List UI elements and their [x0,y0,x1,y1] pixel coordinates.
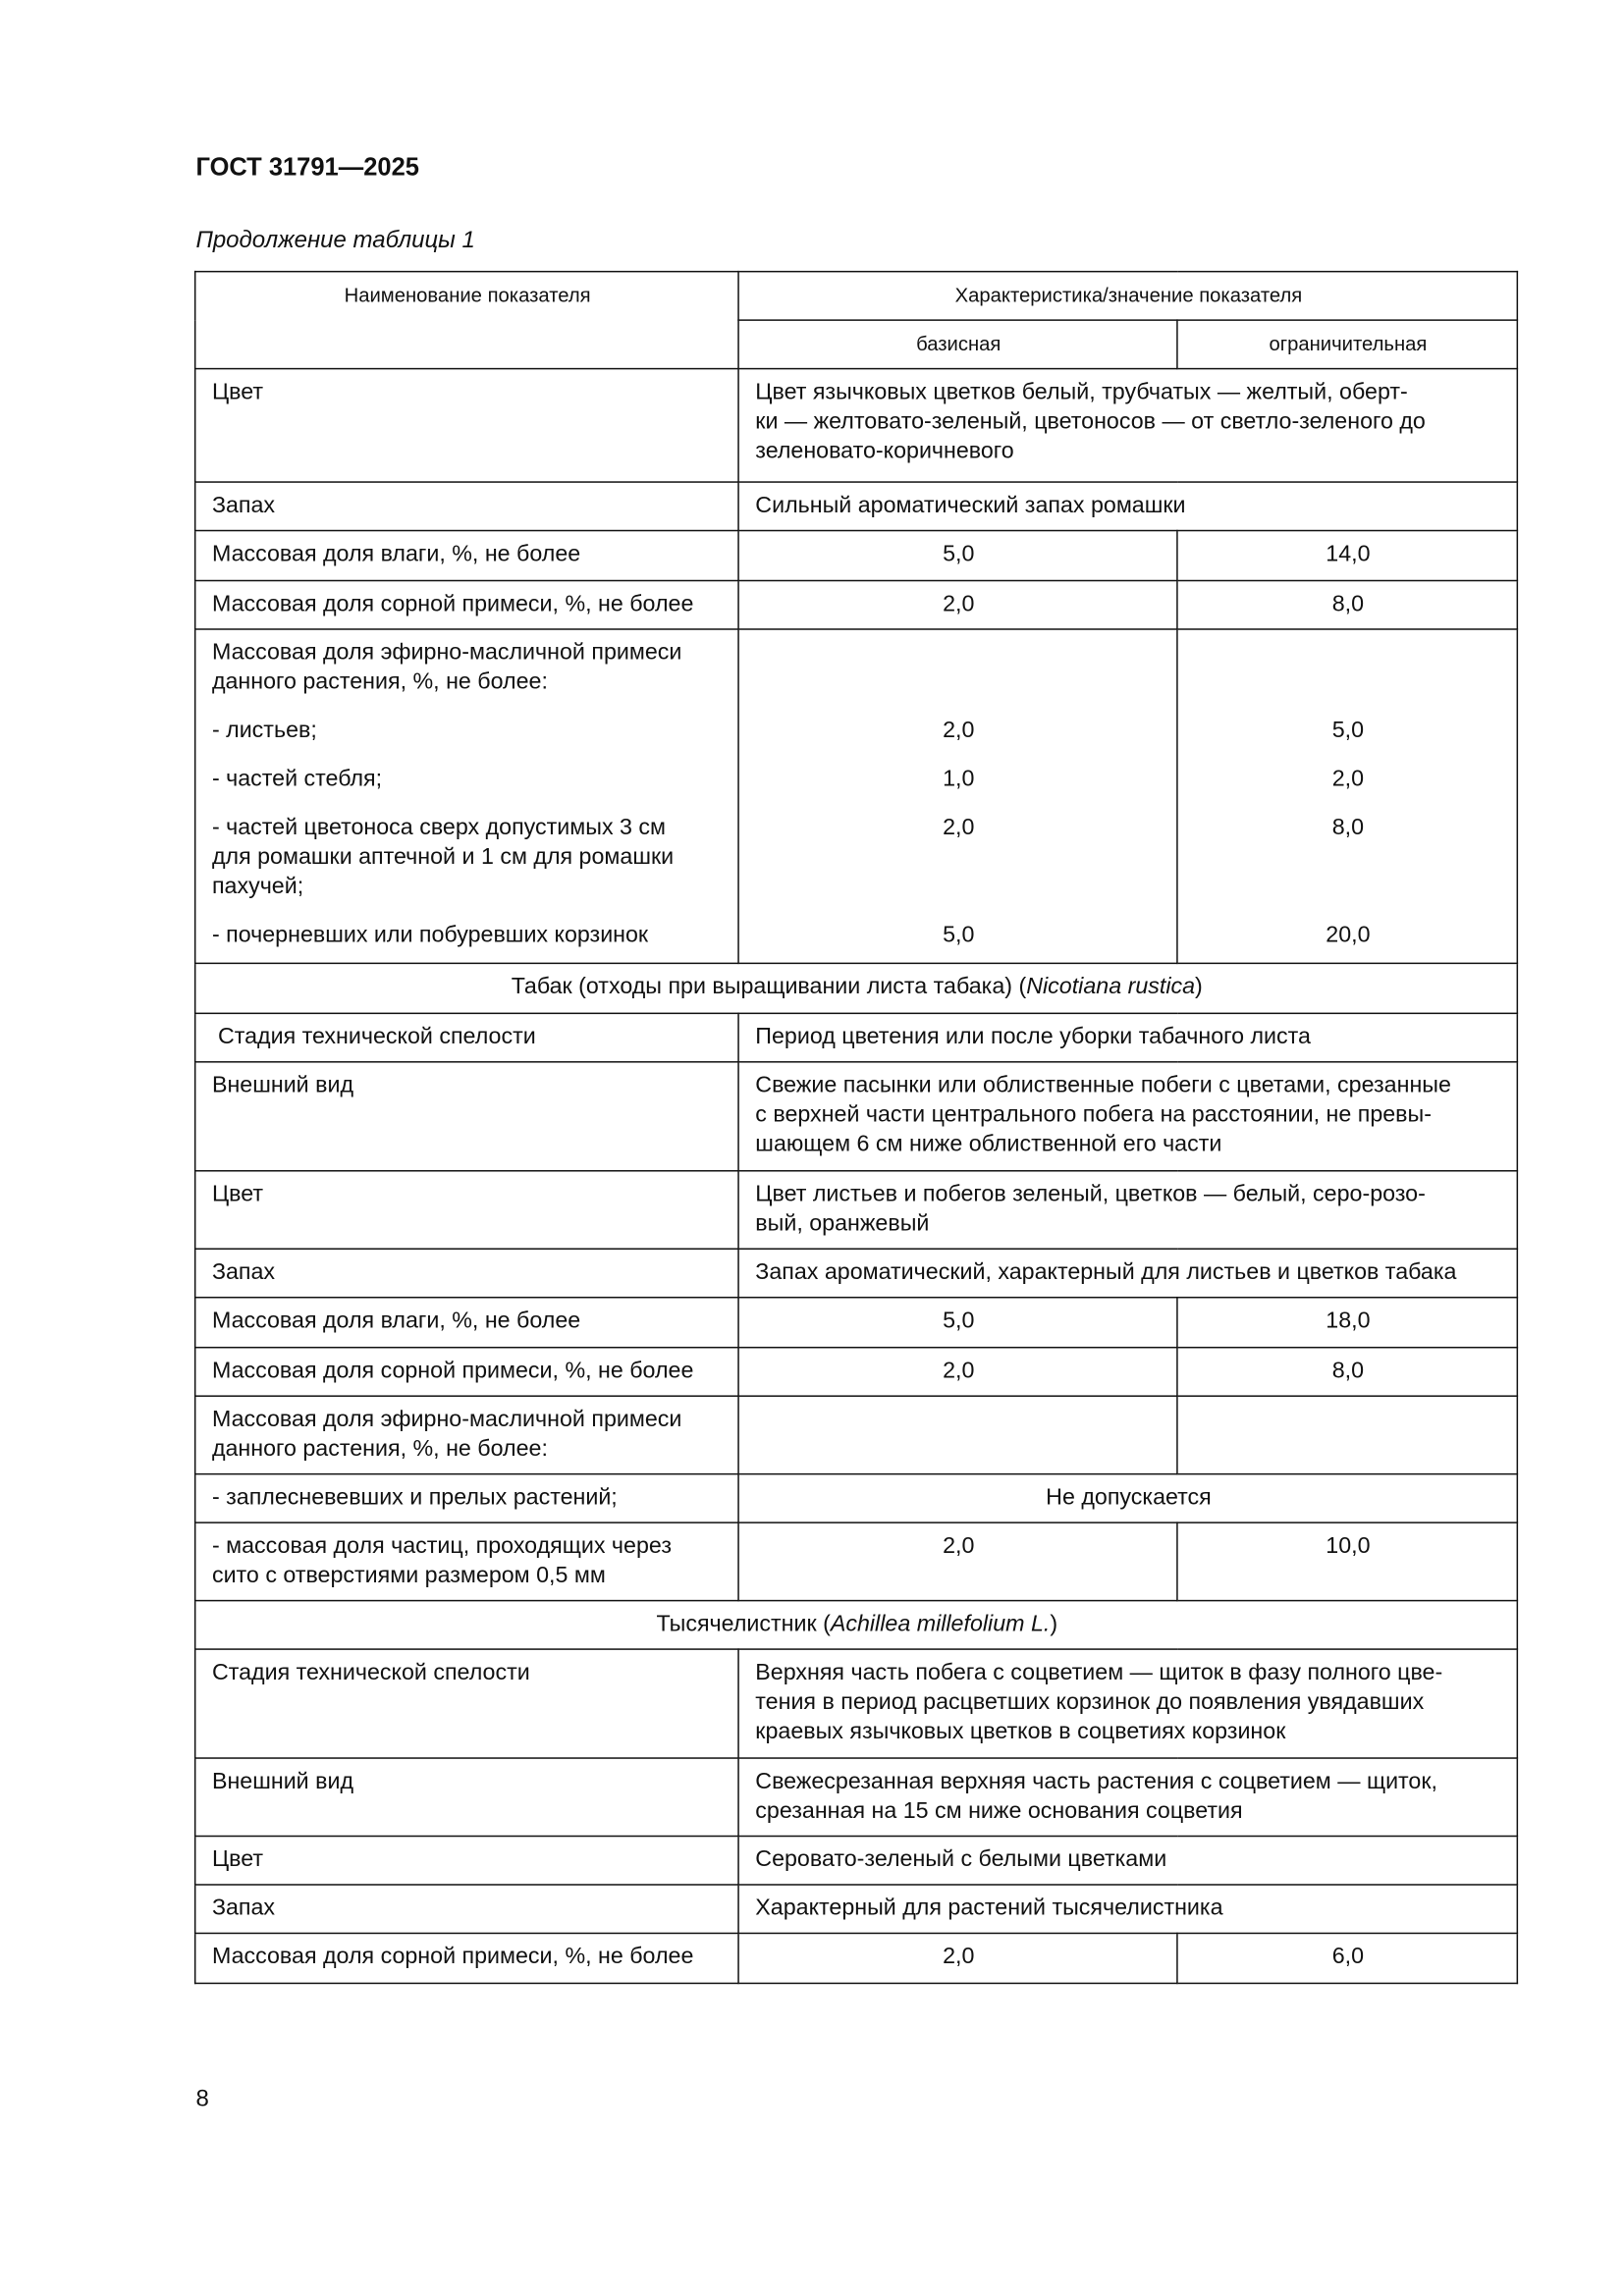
table-row [195,1837,1518,1885]
value-basic: 2,0 [738,1522,1177,1600]
row-label: Стадия технической спелости [195,1649,738,1758]
row-label: Массовая доля сорной примеси, %, не более [195,1933,738,1983]
table-row [195,1249,1518,1297]
table-caption: Продолжение таблицы 1 [195,228,475,253]
row-label: Массовая доля сорной примеси, %, не более [195,1348,738,1396]
row-label: Массовая доля влаги, %, не более [195,1298,738,1348]
value-limit: 14,0 [1177,531,1517,581]
table-row [195,1298,1518,1348]
table-row [195,482,1518,530]
table-row [195,1522,1518,1600]
col-header-limit: ограничительная [1177,320,1517,368]
table-row [195,1348,1518,1396]
row-value: Период цветения или после уборки табачного листа [738,1013,1517,1061]
row-value: Свежесрезанная верхняя часть растения с соцветием — щиток, срезанная на 15 см ниже основания соцветия [738,1758,1517,1836]
row-label: Цвет [195,1837,738,1885]
section-row-yarrow [195,1601,1518,1649]
section-title: Тысячелистник (Achillea millefolium L.) [195,1601,1518,1649]
row-label: - заплесневевших и прелых растений; [195,1474,738,1522]
col-header-basic: базисная [738,320,1177,368]
row-value: Свежие пасынки или облиственные побеги с цветами, срезанные с верхней части центрального побега на расстоянии, не превы- шающем 6 см ниже облиственной его части [738,1062,1517,1171]
row-label: Массовая доля влаги, %, не более [195,531,738,581]
value-limit: 8,0 [1177,1348,1517,1396]
section-title: Табак (отходы при выращивании листа табака) (Nicotiana rustica) [195,963,1518,1013]
spec-table [194,271,1518,1984]
value-basic [738,1396,1177,1473]
value-basic: 2,0 [738,1933,1177,1983]
row-value: Характерный для растений тысячелистника [738,1885,1517,1933]
table-row [195,1013,1518,1061]
table-row [195,629,1518,963]
document-code: ГОСТ 31791—2025 [195,152,419,182]
table-row [195,1758,1518,1836]
row-label: Массовая доля эфирно-масличной примеси данного растения, %, не более: [195,1396,738,1473]
row-label-group: Массовая доля эфирно-масличной примеси данного растения, %, не более: - листьев; - частей стебля; - частей цветоноса сверх допустимых 3 см для ромашки аптечной и 1 см для ромашки пахучей; - почерневших или побуревших корзинок [195,629,738,963]
row-value: Цвет листьев и побегов зеленый, цветков — белый, серо-розо- вый, оранжевый [738,1171,1517,1249]
row-label: Запах [195,482,738,530]
value-basic: 5,0 [738,531,1177,581]
table-row [195,1649,1518,1758]
table-row [195,1474,1518,1522]
row-value: Верхняя часть побега с соцветием — щиток в фазу полного цве- тения в период расцветших корзинок до появления увядавших краевых язычковых цветков в соцветиях корзинок [738,1649,1517,1758]
page-number: 8 [195,2087,209,2112]
row-label: - массовая доля частиц, проходящих через сито с отверстиями размером 0,5 мм [195,1522,738,1600]
value-basic-group: 2,0 1,0 2,0 5,0 [738,629,1177,963]
table-row [195,1396,1518,1473]
row-label: Цвет [195,369,738,482]
row-label: Внешний вид [195,1062,738,1171]
table-row [195,1062,1518,1171]
row-value: Цвет язычковых цветков белый, трубчатых — желтый, оберт- ки — желтовато-зеленый, цветоносов — от светло-зеленого до зеленовато-коричневого [738,369,1517,482]
row-label: Массовая доля сорной примеси, %, не более [195,581,738,629]
value-basic: 2,0 [738,581,1177,629]
row-label: Запах [195,1249,738,1297]
value-limit: 8,0 [1177,581,1517,629]
section-row-tobacco [195,963,1518,1013]
table-row [195,1885,1518,1933]
value-limit-group: 5,0 2,0 8,0 20,0 [1177,629,1517,963]
row-label: Стадия технической спелости [195,1013,738,1061]
value-limit [1177,1396,1517,1473]
table-row [195,531,1518,581]
row-value: Запах ароматический, характерный для листьев и цветков табака [738,1249,1517,1297]
table-row [195,581,1518,629]
table-row [195,1933,1518,1983]
row-value: Сильный ароматический запах ромашки [738,482,1517,530]
col-header-name: Наименование показателя [195,272,738,369]
value-limit: 6,0 [1177,1933,1517,1983]
row-value: Серовато-зеленый с белыми цветками [738,1837,1517,1885]
value-basic: 5,0 [738,1298,1177,1348]
table-row [195,369,1518,482]
value-basic: 2,0 [738,1348,1177,1396]
value-limit: 18,0 [1177,1298,1517,1348]
row-label: Внешний вид [195,1758,738,1836]
value-limit: 10,0 [1177,1522,1517,1600]
value-merged: Не допускается [738,1474,1517,1522]
table-header-row [195,272,1518,320]
col-header-group: Характеристика/значение показателя [738,272,1517,320]
row-label: Цвет [195,1171,738,1249]
row-label: Запах [195,1885,738,1933]
table-row [195,1171,1518,1249]
